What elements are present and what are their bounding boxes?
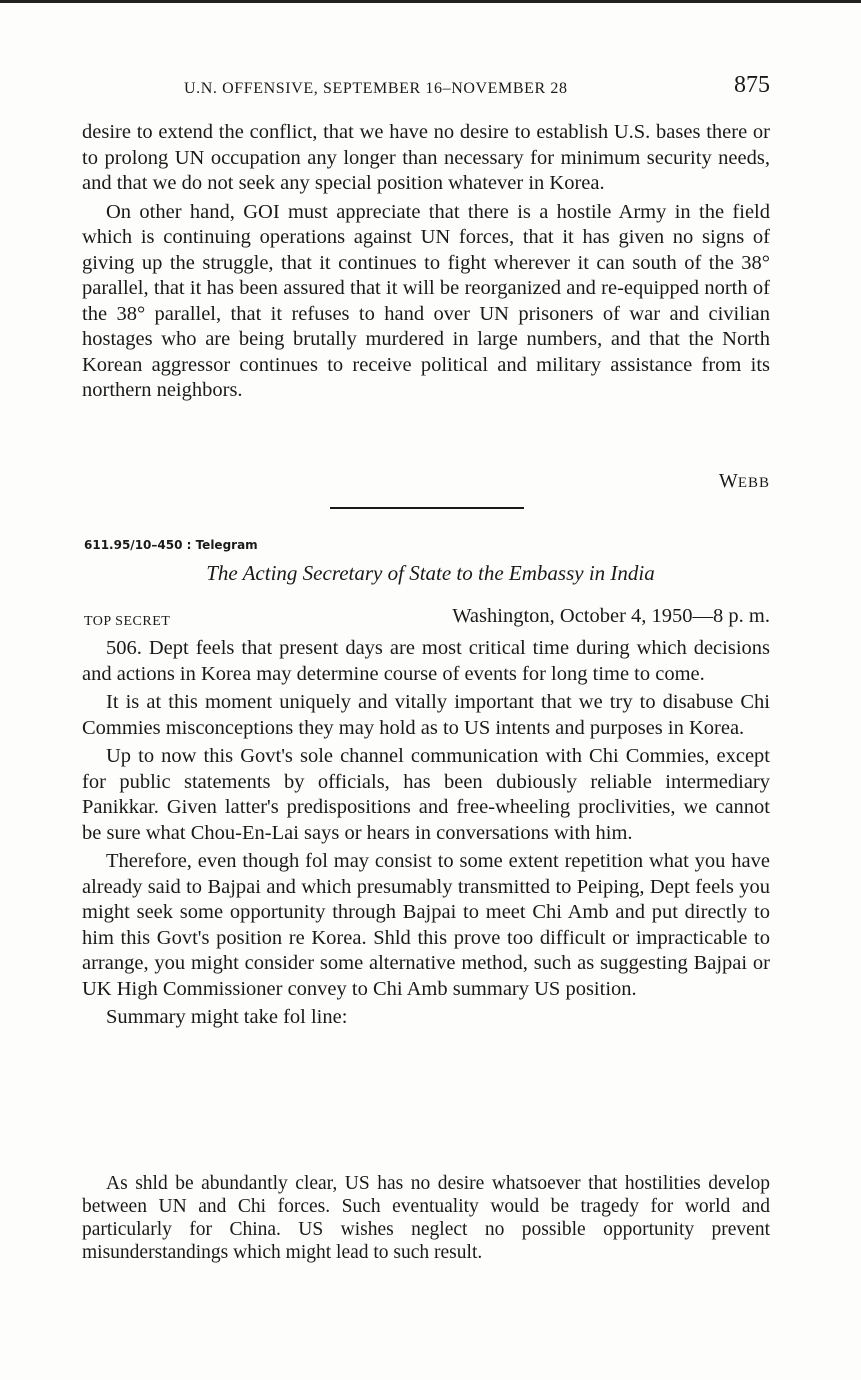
paragraph: Summary might take fol line: xyxy=(106,1006,348,1028)
quoted-summary xyxy=(82,1172,770,1267)
running-head xyxy=(80,74,770,104)
paragraph: 506. Dept feels that present days are most critical time during which decisions and actions in Korea may determine course of events for long time to come. xyxy=(82,637,770,685)
paragraph: It is at this moment uniquely and vitally important that we try to disabuse Chi Commies misconceptions they may hold as to US intents and purposes in Korea. xyxy=(82,691,770,739)
classification-label xyxy=(84,614,170,630)
running-head-title: U.N. OFFENSIVE, SEPTEMBER 16–NOVEMBER 28 xyxy=(184,80,568,97)
continued-text xyxy=(82,120,770,407)
document-title: The Acting Secretary of State to the Embassy in India xyxy=(206,561,655,585)
file-reference: 611.95/10–450 : Telegram xyxy=(84,538,258,552)
top-edge-rule xyxy=(0,0,861,3)
page-number: 875 xyxy=(734,72,770,98)
section-divider xyxy=(330,507,524,509)
paragraph: On other hand, GOI must appreciate that there is a hostile Army in the field which is continuing operations against UN forces, that it has given no signs of giving up the struggle, that it continues to fight wherever it can south of the 38° parallel, that it has been assured that it will be reorganized and re-equipped north of the 38° parallel, that it refuses to hand over UN prisoners of war and civilian hostages who are being brutally murdered in large numbers, and that the North Korean aggressor continues to receive political and military assistance from its northern neighbors. xyxy=(82,200,770,401)
paragraph: As shld be abundantly clear, US has no desire whatsoever that hostilities develop between UN and Chi forces. Such eventuality would be tragedy for world and particularly for China. US wishes neglect no possible opportunity prevent misunderstandings which might lead to such result. xyxy=(82,1173,770,1263)
paragraph: Therefore, even though fol may consist to some extent repetition what you have already said to Bajpai and which presumably transmitted to Peiping, Dept feels you might seek some opportunity through Bajpai to meet Chi Amb and put directly to him this Govt's position re Korea. Shld this prove too difficult or impracticable to arrange, you might consider some alternative method, such as suggesting Bajpai or UK High Commissioner convey to Chi Amb summary US position. xyxy=(82,850,770,1000)
signature-text: EBB xyxy=(737,475,770,491)
paragraph: Up to now this Govt's sole channel communication with Chi Commies, except for public statements by officials, has been dubiously reliable intermediary Panikkar. Given latter's predispositions and free-wheeling proclivities, we cannot be sure what Chou-En-Lai says or hears in conversations with him. xyxy=(82,745,770,844)
signature: WEBB xyxy=(718,470,770,492)
dateline: Washington, October 4, 1950—8 p. m. xyxy=(452,605,770,627)
telegram-body xyxy=(82,636,770,1034)
classification-text: TOP SECRET xyxy=(84,614,171,629)
paragraph: desire to extend the conflict, that we have no desire to establish U.S. bases there or to prolong UN occupation any longer than necessary for minimum security needs, and that we do not seek any special position whatever in Korea. xyxy=(82,121,770,194)
